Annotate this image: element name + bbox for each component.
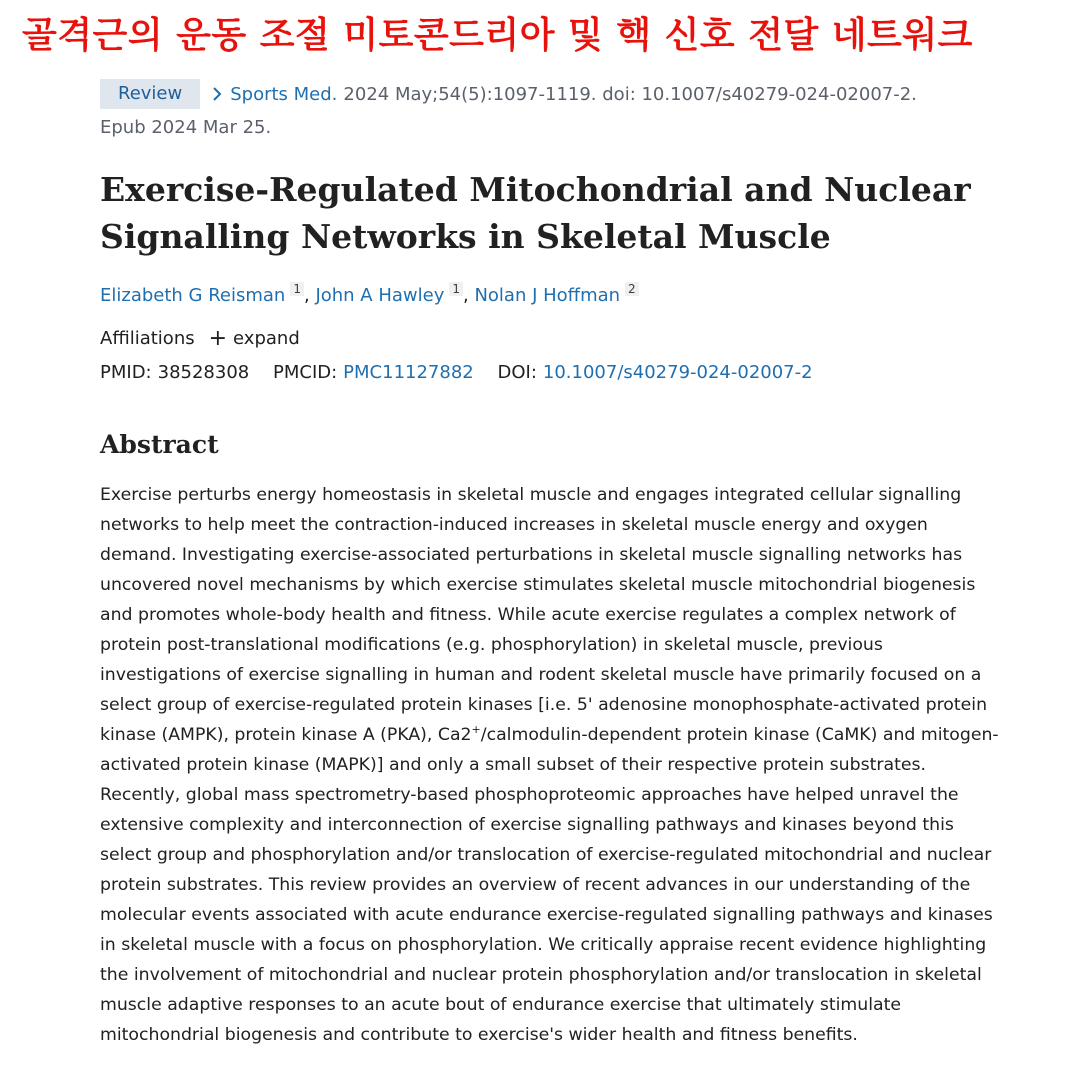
pmcid-label: PMCID: xyxy=(272,362,338,383)
author-separator: , xyxy=(463,285,475,306)
superscript-plus: + xyxy=(471,723,481,737)
affiliation-number[interactable]: 2 xyxy=(625,282,639,296)
pmcid-group xyxy=(273,362,474,383)
expand-affiliations-button[interactable] xyxy=(208,325,300,351)
affiliation-number[interactable]: 1 xyxy=(449,282,463,296)
citation-row xyxy=(100,79,917,109)
pmid-label: PMID: xyxy=(100,362,152,383)
journal-link[interactable]: Sports Med. xyxy=(230,83,338,105)
doi-link[interactable]: 10.1007/s40279-024-02007-2 xyxy=(542,362,813,383)
author-link[interactable]: John A Hawley xyxy=(315,285,445,306)
doi-group xyxy=(497,362,812,383)
chevron-right-icon xyxy=(212,85,222,103)
identifiers-row xyxy=(100,362,831,383)
pmid-group xyxy=(100,362,249,383)
abstract-text xyxy=(100,480,1000,1050)
article-title: Exercise-Regulated Mitochondrial and Nuclear Signalling Networks in Skeletal Muscle xyxy=(100,170,971,256)
author-link[interactable]: Nolan J Hoffman xyxy=(474,285,621,306)
abstract-heading: Abstract xyxy=(100,430,219,459)
author-link[interactable]: Elizabeth G Reisman xyxy=(100,285,286,306)
affiliation-number[interactable]: 1 xyxy=(290,282,304,296)
affiliations-row xyxy=(100,325,300,351)
affiliations-label: Affiliations xyxy=(100,328,195,349)
korean-title-banner: 골격근의 운동 조절 미토콘드리아 및 핵 신호 전달 네트워크 xyxy=(22,15,973,56)
abstract-text-part1: Exercise perturbs energy homeostasis in skeletal muscle and engages integrated cellular signalling networks to help meet the contraction-induced increases in skeletal muscle energy and oxygen demand. Investigating exercise-associated perturbations in skeletal muscle signalling networks has uncovered novel mechanisms by which exercise stimulates skeletal muscle mitochondrial biogenesis and promotes whole-body health and fitness. While acute exercise regulates a complex network of protein post-translational modifications (e.g. phosphorylation) in skeletal muscle, previous investigations of exercise signalling in human and rodent skeletal muscle have primarily focused on a select group of exercise-regulated protein kinases [i.e. 5' adenosine monophosphate-activated protein kinase (AMPK), protein kinase A (PKA), Ca2 xyxy=(100,485,988,745)
citation-details: 2024 May;54(5):1097-1119. doi: 10.1007/s40279-024-02007-2. xyxy=(343,83,917,105)
author-list xyxy=(100,282,639,306)
epub-date: Epub 2024 Mar 25. xyxy=(100,117,272,138)
author-separator: , xyxy=(303,285,316,306)
abstract-text-part2: /calmodulin-dependent protein kinase (CaMK) and mitogen-activated protein kinase (MAPK)] and only a small subset of their respective protein substrates. Recently, global mass spectrometry-based phosphoproteomic approaches have helped unravel the extensive complexity and interconnection of exercise signalling pathways and kinases beyond this select group and phosphorylation and/or translocation of exercise-regulated mitochondrial and nuclear protein substrates. This review provides an overview of recent advances in our understanding of the molecular events associated with acute endurance exercise-regulated signalling pathways and kinases in skeletal muscle with a focus on phosphorylation. We critically appraise recent evidence highlighting the involvement of mitochondrial and nuclear protein phosphorylation and/or translocation in skeletal muscle adaptive responses to an acute bout of endurance exercise that ultimately stimulate mitochondrial biogenesis and contribute to exercise's wider health and fitness benefits. xyxy=(100,725,999,1045)
pmid-value: 38528308 xyxy=(157,362,250,383)
article-type-badge: Review xyxy=(100,79,200,109)
plus-icon: + xyxy=(208,325,228,351)
expand-label: expand xyxy=(233,328,300,349)
doi-label: DOI: xyxy=(497,362,537,383)
pmcid-link[interactable]: PMC11127882 xyxy=(343,362,474,383)
